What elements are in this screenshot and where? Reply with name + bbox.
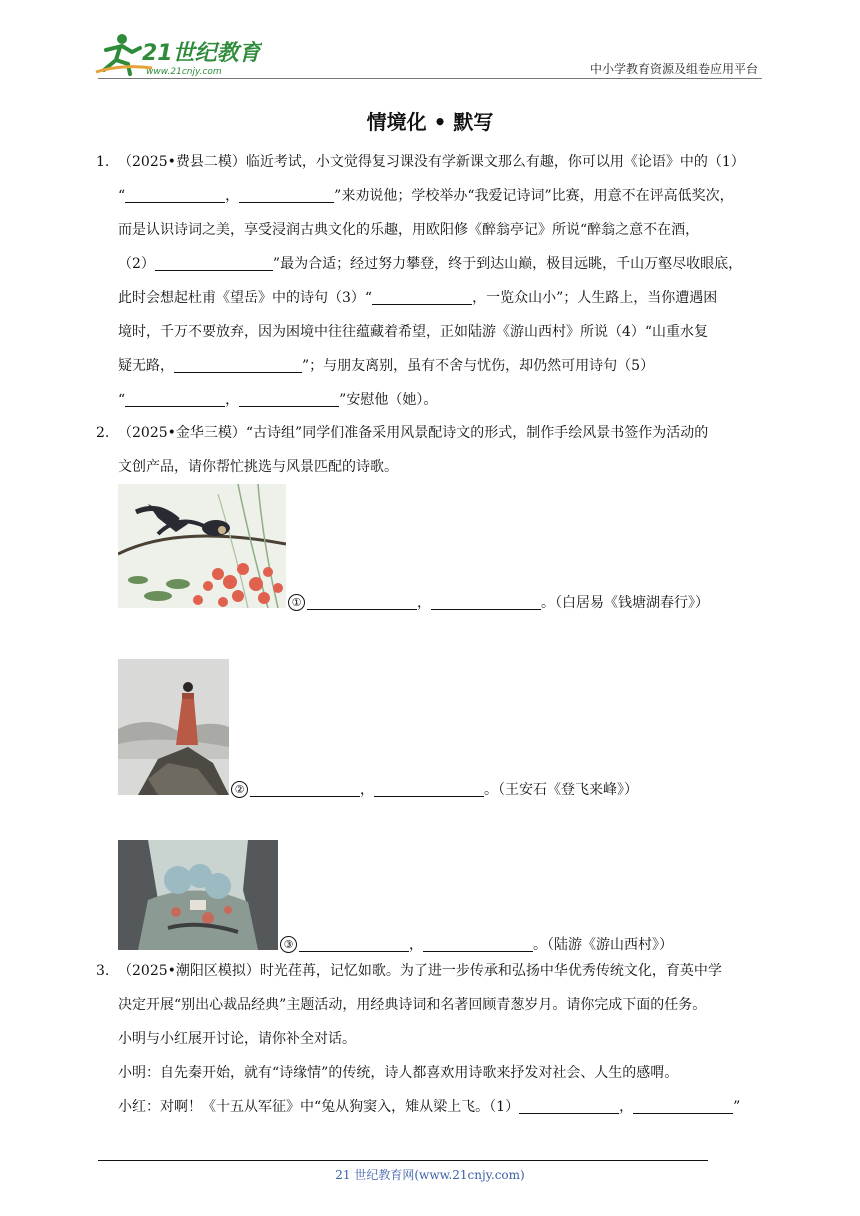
question-2 bbox=[96, 416, 766, 484]
svg-text:21世纪教育: 21世纪教育 bbox=[142, 41, 261, 66]
q2-line-2: 文创产品，请你帮忙挑选与风景匹配的诗歌。 bbox=[118, 459, 398, 475]
q2-line-1: （2025•金华三模）“古诗组”同学们准备采用风景配诗文的形式，制作手绘风景书签作为活动的 bbox=[118, 425, 709, 441]
answer-blank[interactable] bbox=[174, 356, 302, 373]
poem-answer-1: ① ， 。（白居易《钱塘湖春行》） bbox=[288, 592, 709, 612]
question-3 bbox=[96, 954, 766, 1124]
circled-number: ③ bbox=[280, 936, 297, 953]
answer-blank[interactable] bbox=[423, 935, 533, 952]
answer-blank[interactable] bbox=[239, 186, 334, 203]
svg-text:www.21cnjy.com: www.21cnjy.com bbox=[146, 67, 222, 77]
q3-line-4: 小明：自先秦开始，就有“诗缘情”的传统，诗人都喜欢用诗歌来抒发对社会、人生的感喟。 bbox=[118, 1065, 679, 1081]
swallows-painting-image bbox=[118, 484, 286, 608]
q1-line-3: 而是认识诗词之美，享受浸润古典文化的乐趣，用欧阳修《醉翁亭记》所说“醉翁之意不在酒， bbox=[118, 222, 700, 238]
platform-name: 中小学教育资源及组卷应用平台 bbox=[589, 62, 758, 76]
q3-line-2: 决定开展“别出心裁品经典”主题活动，用经典诗词和名著回顾青葱岁月。请你完成下面的任务。 bbox=[118, 997, 707, 1013]
page-header bbox=[92, 30, 762, 80]
poem-answer-3: ③ ， 。（陆游《游山西村》） bbox=[280, 934, 673, 954]
q3-line-1: （2025•潮阳区模拟）时光荏苒，记忆如歌。为了进一步传承和弘扬中华优秀传统文化，育英中学 bbox=[118, 963, 722, 979]
question-1 bbox=[96, 145, 766, 417]
q1-line-4: （2） ”最为合适；经过努力攀登，终于到达山巅，极目远眺，千山万壑尽收眼底， bbox=[118, 256, 743, 272]
poem-answer-2: ② ， 。（王安石《登飞来峰》） bbox=[231, 779, 638, 799]
q1-line-5: 此时会想起杜甫《望岳》中的诗句（3）“ ，一览众山小”；人生路上，当你遭遇困 bbox=[118, 290, 718, 306]
question-number: 1. bbox=[96, 154, 110, 170]
q3-line-3: 小明与小红展开讨论，请你补全对话。 bbox=[118, 1031, 356, 1047]
answer-blank[interactable] bbox=[299, 935, 409, 952]
answer-blank[interactable] bbox=[633, 1097, 733, 1114]
footer-site: 21 世纪教育网(www.21cnjy.com) bbox=[335, 1168, 525, 1182]
answer-blank[interactable] bbox=[125, 186, 225, 203]
q1-line-6: 境时，千万不要放弃，因为困境中往往蕴藏着希望，正如陆游《游山西村》所说（4）“山重水复 bbox=[118, 324, 709, 340]
header-divider bbox=[98, 78, 762, 79]
q1-line-1: （2025•费县二模）临近考试，小文觉得复习课没有学新课文那么有趣，你可以用《论语》中的（1） bbox=[118, 154, 745, 170]
answer-blank[interactable] bbox=[431, 593, 541, 610]
circled-number: ① bbox=[288, 594, 305, 611]
answer-blank[interactable] bbox=[155, 254, 273, 271]
question-number: 3. bbox=[96, 963, 110, 979]
q1-line-7: 疑无路， ”；与朋友离别，虽有不舍与忧伤，却仍然可用诗句（5） bbox=[118, 358, 655, 374]
footer-divider bbox=[98, 1160, 708, 1161]
circled-number: ② bbox=[231, 781, 248, 798]
answer-blank[interactable] bbox=[307, 593, 417, 610]
q3-line-5: 小红：对啊！《十五从军征》中“兔从狗窦入，雉从梁上飞。（1） ， ” bbox=[118, 1099, 741, 1115]
q1-line-2: “ ， ”来劝说他；学校举办“我爱记诗词”比赛，用意不在评高低奖次， bbox=[118, 188, 734, 204]
answer-blank[interactable] bbox=[250, 780, 360, 797]
mountain-peak-painting-image bbox=[118, 659, 229, 795]
answer-blank[interactable] bbox=[519, 1097, 619, 1114]
answer-blank[interactable] bbox=[372, 288, 472, 305]
village-landscape-painting-image bbox=[118, 840, 278, 950]
answer-blank[interactable] bbox=[125, 390, 225, 407]
question-number: 2. bbox=[96, 425, 110, 441]
answer-blank[interactable] bbox=[239, 390, 339, 407]
q1-line-8: “ ， ”安慰他（她）。 bbox=[118, 392, 438, 408]
page-title: 情境化 • 默写 bbox=[366, 110, 494, 134]
answer-blank[interactable] bbox=[374, 780, 484, 797]
site-logo bbox=[92, 30, 262, 78]
